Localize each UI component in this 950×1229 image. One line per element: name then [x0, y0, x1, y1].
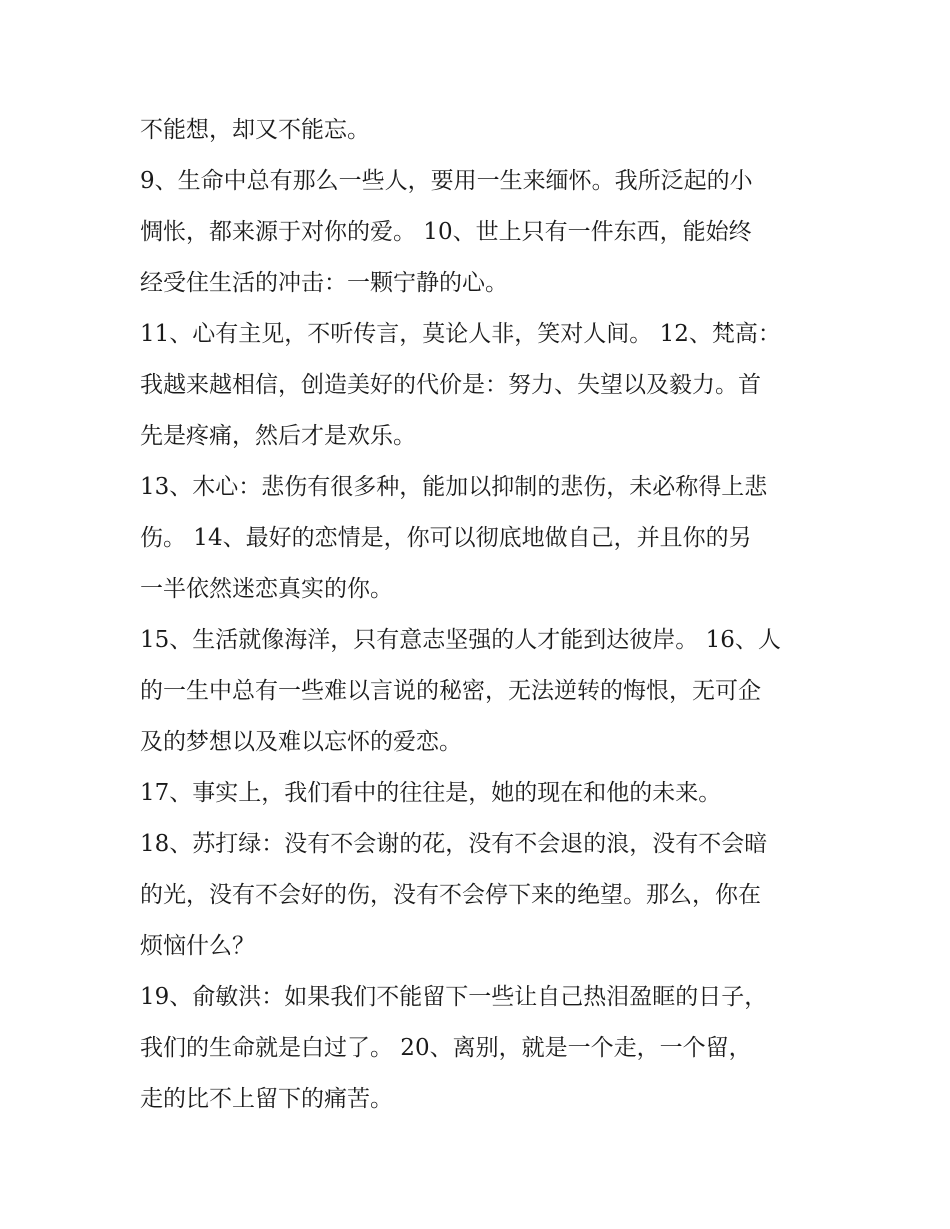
text-line: 惆怅，都来源于对你的爱。 10、世上只有一件东西，能始终: [140, 219, 752, 245]
text-line: 11、心有主见，不听传言，莫论人非，笑对人间。 12、梵高：: [140, 321, 781, 347]
text-line: 的光，没有不会好的伤，没有不会停下来的绝望。那么，你在: [140, 882, 761, 908]
text-line: 我们的生命就是白过了。 20、离别，就是一个走，一个留，: [140, 1035, 752, 1061]
text-line: 先是疼痛，然后才是欢乐。: [140, 423, 416, 449]
text-line: 9、生命中总有那么一些人，要用一生来缅怀。我所泛起的小: [140, 168, 753, 194]
text-line: 伤。 14、最好的恋情是，你可以彻底地做自己，并且你的另: [140, 525, 752, 551]
text-line: 烦恼什么？: [140, 933, 255, 959]
text-line: 及的梦想以及难以忘怀的爱恋。: [140, 729, 462, 755]
text-line: 一半依然迷恋真实的你。: [140, 576, 393, 602]
text-line: 18、苏打绿：没有不会谢的花，没有不会退的浪，没有不会暗: [140, 831, 768, 857]
text-line: 我越来越相信，创造美好的代价是：努力、失望以及毅力。首: [140, 372, 761, 398]
text-line: 17、事实上，我们看中的往往是，她的现在和他的未来。: [140, 780, 722, 806]
text-line: 13、木心：悲伤有很多种，能加以抑制的悲伤，未必称得上悲: [140, 474, 768, 500]
text-line: 15、生活就像海洋，只有意志坚强的人才能到达彼岸。 16、人: [140, 627, 781, 653]
text-line: 经受住生活的冲击：一颗宁静的心。: [140, 270, 508, 296]
text-line: 走的比不上留下的痛苦。: [140, 1086, 393, 1112]
text-line: 19、俞敏洪：如果我们不能留下一些让自己热泪盈眶的日子，: [140, 984, 768, 1010]
text-line: 不能想，却又不能忘。: [140, 117, 370, 143]
text-line: 的一生中总有一些难以言说的秘密，无法逆转的悔恨，无可企: [140, 678, 761, 704]
body-text: [140, 107, 820, 1127]
